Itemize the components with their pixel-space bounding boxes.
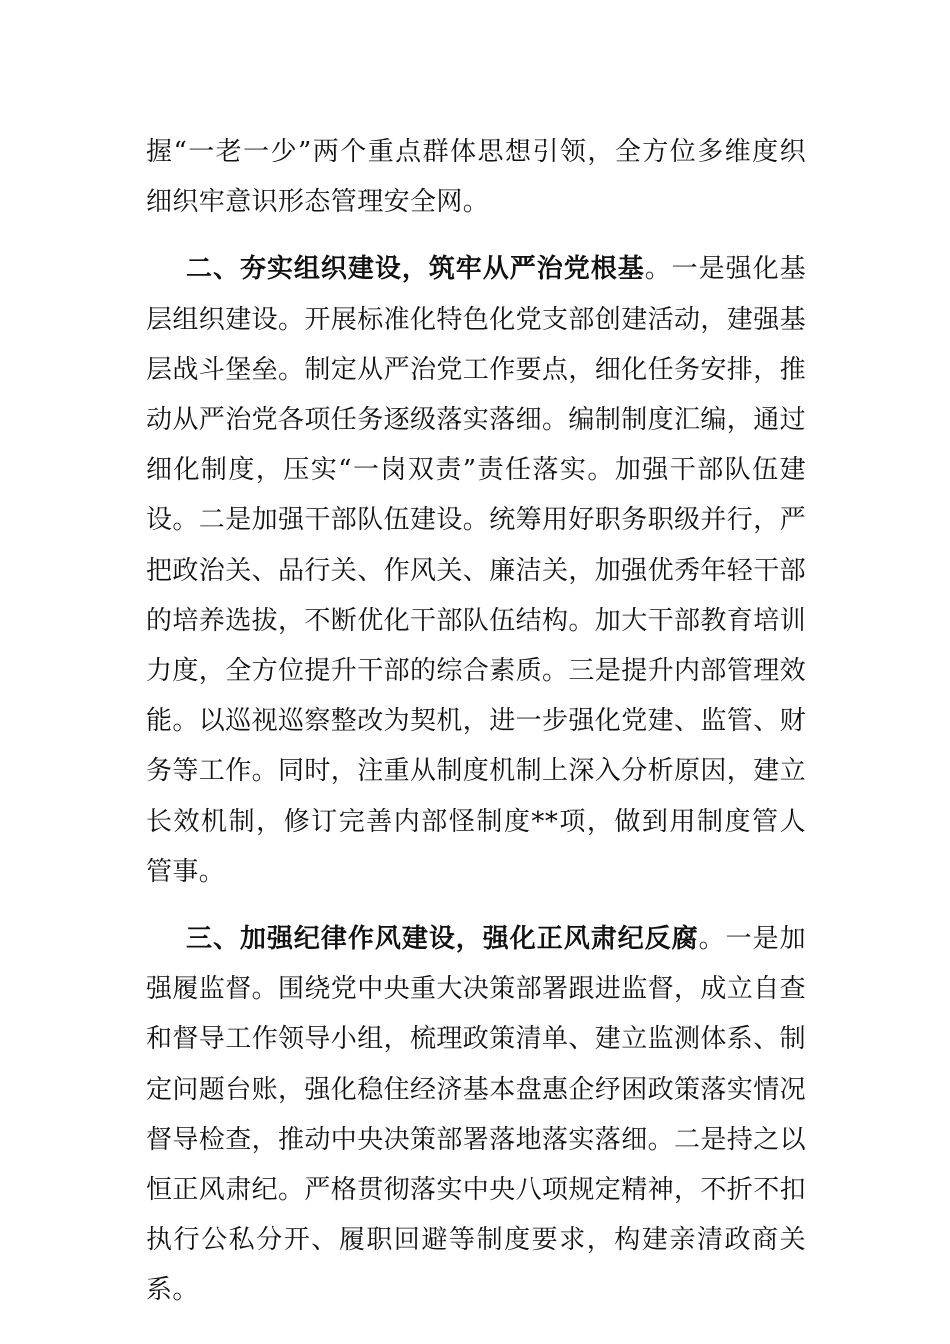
paragraph-organization-building	[146, 244, 806, 897]
paragraph-2-body: 。一是强化基层组织建设。开展标准化特色化党支部创建活动，建强基层战斗堡垒。制定从严治党工作要点，细化任务安排，推动从严治党各项任务逐级落实落细。编制制度汇编，通过细化制度，压实“一岗双责”责任落实。加强干部队伍建设。二是加强干部队伍建设。统筹用好职务职级并行，严把政治关、品行关、作风关、廉洁关，加强优秀年轻干部的培养选拔，不断优化干部队伍结构。加大干部教育培训力度，全方位提升干部的综合素质。三是提升内部管理效能。以巡视巡察整改为契机，进一步强化党建、监管、财务等工作。同时，注重从制度机制上深入分析原因，建立长效机制，修订完善内部怪制度**项，做到用制度管人管事。	[146, 254, 807, 887]
paragraph-continuation	[146, 127, 806, 227]
paragraph-1-text: 握“一老一少”两个重点群体思想引领，全方位多维度织细织牢意识形态管理安全网。	[146, 137, 806, 218]
section-heading-3: 三、加强纪律作风建设，强化正风肃纪反腐	[186, 924, 699, 955]
section-heading-2: 二、夯实组织建设，筑牢从严治党根基	[186, 254, 645, 285]
document-body	[146, 127, 806, 1316]
paragraph-3-body: 。一是加强履监督。围绕党中央重大决策部署跟进监督，成立自查和督导工作领导小组，梳理政策清单、建立监测体系、制定问题台账，强化稳住经济基本盘惠企纾困政策落实情况督导检查，推动中央决策部署落地落实落细。二是持之以恒正风肃纪。严格贯彻落实中央八项规定精神，不折不扣执行公私分开、履职回避等制度要求，构建亲清政商关系。	[146, 924, 807, 1306]
paragraph-discipline-building	[146, 914, 806, 1316]
